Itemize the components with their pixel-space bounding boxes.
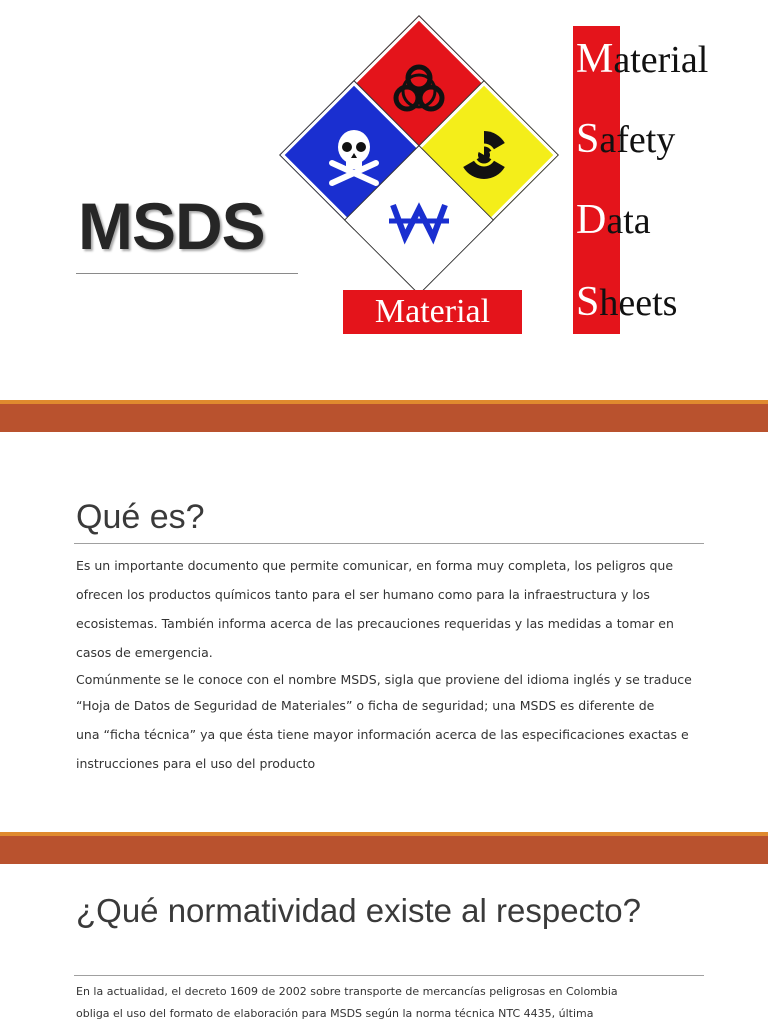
body-line: instrucciones para el uso del producto: [76, 756, 316, 771]
water-reactive-icon: [387, 195, 451, 245]
body-line: “Hoja de Datos de Seguridad de Materiales” o ficha de seguridad; una MSDS es diferente de: [76, 698, 655, 713]
body-line: Es un importante documento que permite comunicar, en forma muy completa, los peligros que: [76, 558, 674, 573]
section-heading-normatividad: ¿Qué normatividad existe al respecto?: [76, 892, 641, 929]
heading-rule: [74, 543, 704, 544]
acronym-rest: afety: [599, 119, 676, 161]
acronym-letter: S: [576, 116, 600, 162]
body-line: obliga el uso del formato de elaboración para MSDS según la norma técnica NTC 4435, última: [76, 1007, 594, 1020]
acronym-word-sheets: [576, 281, 677, 323]
heading-rule: [74, 975, 704, 976]
acronym-rest: ata: [606, 200, 651, 242]
section-heading-que-es: Qué es?: [76, 498, 205, 536]
body-line: En la actualidad, el decreto 1609 de 2002 sobre transporte de mercancías peligrosas en Colombia: [76, 985, 618, 998]
title-slide: [0, 0, 768, 400]
slide-divider: [0, 400, 768, 432]
acronym-word-safety: [576, 118, 675, 160]
body-line: casos de emergencia.: [76, 645, 213, 660]
acronym-word-data: [576, 199, 651, 241]
acronym-word-material: [576, 38, 708, 80]
radiation-icon: [454, 125, 514, 185]
body-line: Comúnmente se le conoce con el nombre MSDS, sigla que proviene del idioma inglés y se traduce: [76, 672, 692, 687]
slide-title: MSDS: [78, 189, 265, 263]
body-line: ecosistemas. También informa acerca de las precauciones requeridas y las medidas a tomar en: [76, 616, 674, 631]
slide-divider: [0, 832, 768, 864]
acronym-letter: S: [576, 279, 600, 325]
body-line: ofrecen los productos químicos tanto para el ser humano como para la infraestructura y los: [76, 587, 650, 602]
skull-crossbones-icon: [322, 123, 386, 187]
body-line: una “ficha técnica” ya que ésta tiene mayor información acerca de las especificaciones exactas e: [76, 727, 689, 742]
acronym-rest: aterial: [613, 39, 709, 81]
acronym-letter: M: [576, 36, 614, 82]
section-body-que-es: [76, 551, 706, 778]
acronym-rest: heets: [599, 282, 678, 324]
material-label: Material: [343, 290, 522, 334]
biohazard-icon: [387, 58, 451, 122]
section-body-normatividad: [76, 981, 706, 1025]
acronym-letter: D: [576, 197, 607, 243]
title-underline: [76, 273, 298, 274]
